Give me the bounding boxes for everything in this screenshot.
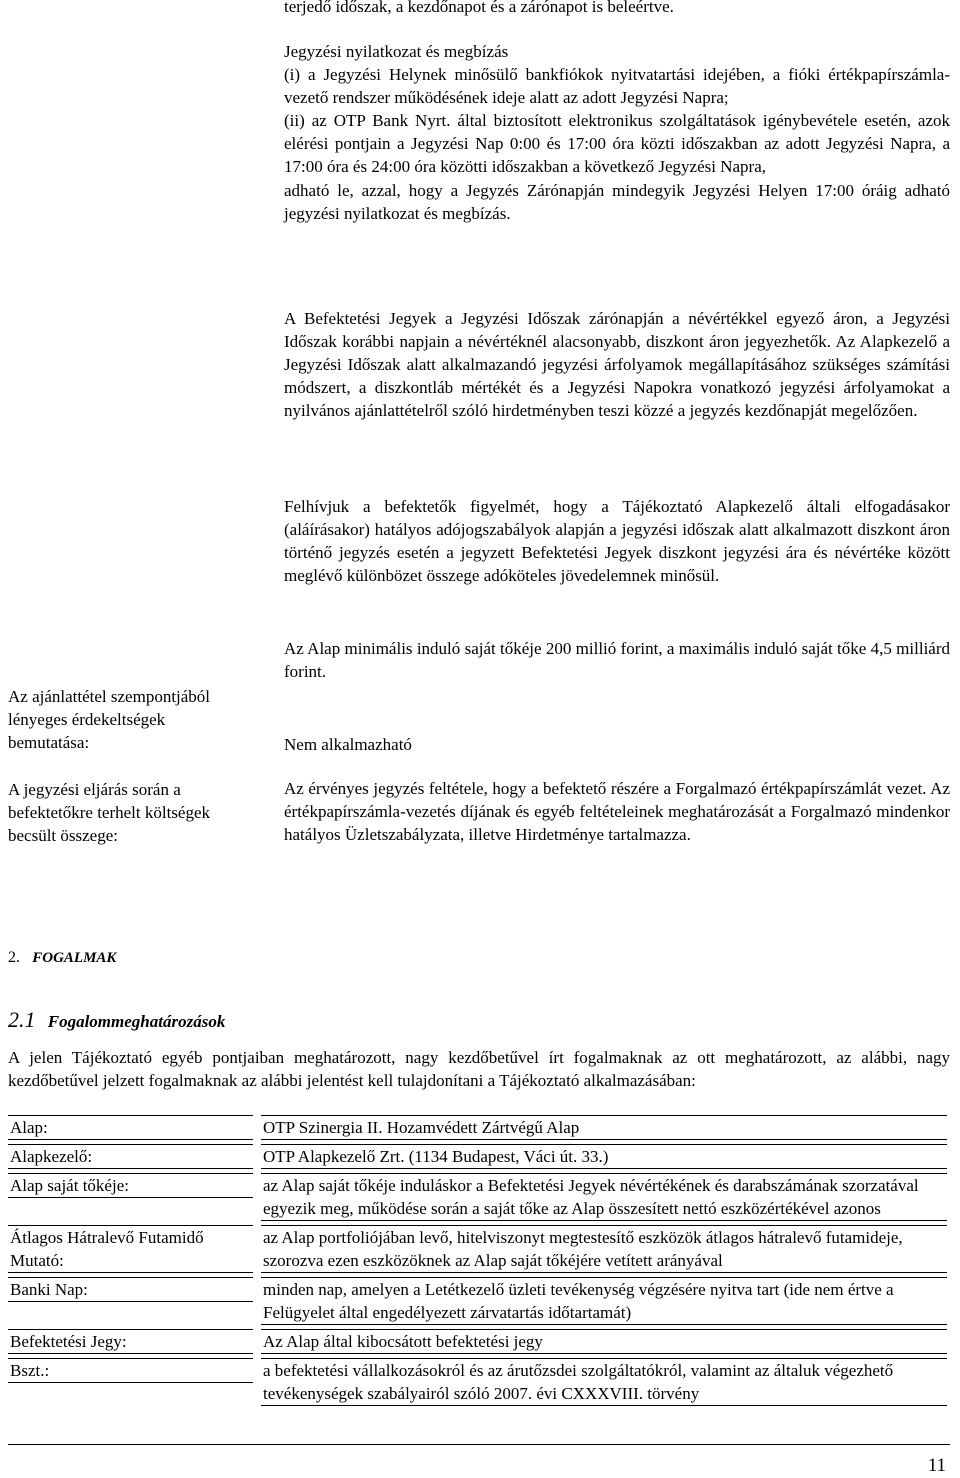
definition-term: Bszt.: bbox=[8, 1358, 253, 1383]
order-closing: adható le, azzal, hogy a Jegyzés Zárónapján mindegyik Jegyzési Helyen 17:00 óráig adható jegyzési nyilatkozat és megbízás. bbox=[284, 181, 950, 223]
definition-row bbox=[4, 1223, 951, 1275]
section-2-title: FOGALMAK bbox=[32, 950, 117, 966]
definition-text: Az Alap által kibocsátott befektetési jegy bbox=[261, 1329, 947, 1354]
definition-row bbox=[4, 1275, 951, 1327]
definition-row bbox=[4, 1356, 951, 1408]
value-interests: Nem alkalmazható bbox=[284, 735, 412, 754]
definition-row bbox=[4, 1113, 951, 1142]
order-item-i: (i) a Jegyzési Helynek minősülő bankfiókok nyitvatartási idejében, a fióki értékpapírszámla-vezető rendszer működésének ideje alatt az adott Jegyzési Napra; bbox=[284, 65, 950, 107]
label-costs: A jegyzési eljárás során a befektetőkre terhelt költségek becsült összege: bbox=[8, 780, 211, 845]
definition-text: minden nap, amelyen a Letétkezelő üzleti tevékenység végzésére nyitva tart (ide nem értve a Felügyelet által engedélyezett zárvatartás időtartamát) bbox=[261, 1277, 947, 1325]
definitions-table bbox=[4, 1113, 951, 1408]
definition-term: Alapkezelő: bbox=[8, 1144, 253, 1169]
footer-rule bbox=[8, 1444, 950, 1445]
intro-paragraph: A jelen Tájékoztató egyéb pontjaiban meghatározott, nagy kezdőbetűvel írt fogalmaknak az ott meghatározott, az alábbi, nagy kezdőbetűvel jelzett fogalmaknak az alábbi jelentést kell tulajdonítani a Tájékoztató alkalmazásában: bbox=[8, 1048, 950, 1090]
definition-text: OTP Szinergia II. Hozamvédett Zártvégű Alap bbox=[261, 1115, 947, 1140]
label-interests: Az ajánlattétel szempontjából lényeges érdekeltségek bemutatása: bbox=[8, 687, 211, 752]
definition-text: az Alap portfoliójában levő, hitelviszonyt megtestesítő eszközök átlagos hátralevő futamideje, szorozva ezen eszközöknek az Alap saját tőkéjére vetített arányával bbox=[261, 1225, 947, 1273]
definition-row bbox=[4, 1327, 951, 1356]
order-item-ii: (ii) az OTP Bank Nyrt. által biztosított elektronikus szolgáltatások igénybevétele esetén, azok elérési pontjain a Jegyzési Nap 0:00 és 17:00 óra közti időszakban az adott Jegyzési Napra, a 17:00 óra és 24:00 óra közötti időszakban a következő Jegyzési Napra, bbox=[284, 111, 950, 176]
para-capital: Az Alap minimális induló saját tőkéje 200 millió forint, a maximális induló saját tőke 4,5 milliárd forint. bbox=[284, 639, 950, 681]
order-section bbox=[284, 40, 950, 225]
definition-row bbox=[4, 1171, 951, 1223]
definition-row bbox=[4, 1142, 951, 1171]
para-pricing: A Befektetési Jegyek a Jegyzési Időszak zárónapján a névértékkel egyező áron, a Jegyzési Időszak korábbi napjain a névértéknél alacsonyabb, diszkont áron jegyezhetők. Az Alapkezelő a Jegyzési Időszak alatt alkalmazandó jegyzési árfolyamok megállapításához szükséges számítási módszert, a diszkontláb mértékét és a Jegyzési Napokra vonatkozó jegyzési árfolyamokat a nyilvános ajánlattételről szóló hirdetményben teszi közzé a jegyzés kezdőnapját megelőzően. bbox=[284, 309, 950, 420]
definition-term: Alap saját tőkéje: bbox=[8, 1173, 253, 1198]
section-2-number: 2. bbox=[8, 949, 20, 966]
definition-text: az Alap saját tőkéje induláskor a Befektetési Jegyek névértékének és darabszámának szorzatával egyezik meg, működése során a saját tőke az Alap összesített nettó eszközértékével azonos bbox=[261, 1173, 947, 1221]
definition-text: a befektetési vállalkozásokról és az árutőzsdei szolgáltatókról, valamint az általuk végezhető tevékenységek szabályairól szóló 2007. évi CXXXVIII. törvény bbox=[261, 1358, 947, 1406]
definition-term: Befektetési Jegy: bbox=[8, 1329, 253, 1354]
section-21-heading bbox=[8, 1008, 225, 1033]
top-fragment: terjedő időszak, a kezdőnapot és a zárónapot is beleértve. bbox=[284, 0, 674, 16]
para-tax: Felhívjuk a befektetők figyelmét, hogy a Tájékoztató Alapkezelő általi elfogadásakor (aláírásakor) hatályos adójogszabályok alapján a jegyzési időszak alatt alkalmazott diszkont áron történő jegyzés esetén a jegyzett Befektetési Jegyek diszkont jegyzési ára és névértéke között meglévő különbözet összege adóköteles jövedelemnek minősül. bbox=[284, 497, 950, 585]
section-2-heading bbox=[8, 945, 116, 970]
value-costs: Az érvényes jegyzés feltétele, hogy a befektető részére a Forgalmazó értékpapírszámlát vezet. Az értékpapírszámla-vezetés díjának és egyéb feltételeinek meghatározását a Forgalmazó mindenkor hatályos Üzletszabályzata, illetve Hirdetménye tartalmazza. bbox=[284, 779, 950, 844]
order-title: Jegyzési nyilatkozat és megbízás bbox=[284, 42, 509, 61]
section-21-number: 2.1 bbox=[8, 1007, 36, 1032]
definition-term: Alap: bbox=[8, 1115, 253, 1140]
section-21-title: Fogalommeghatározások bbox=[47, 1012, 226, 1031]
definition-term: Banki Nap: bbox=[8, 1277, 253, 1302]
definition-term: Átlagos Hátralevő Futamidő Mutató: bbox=[8, 1225, 253, 1273]
definition-text: OTP Alapkezelő Zrt. (1134 Budapest, Váci út. 33.) bbox=[261, 1144, 947, 1169]
page-number: 11 bbox=[927, 1455, 946, 1476]
